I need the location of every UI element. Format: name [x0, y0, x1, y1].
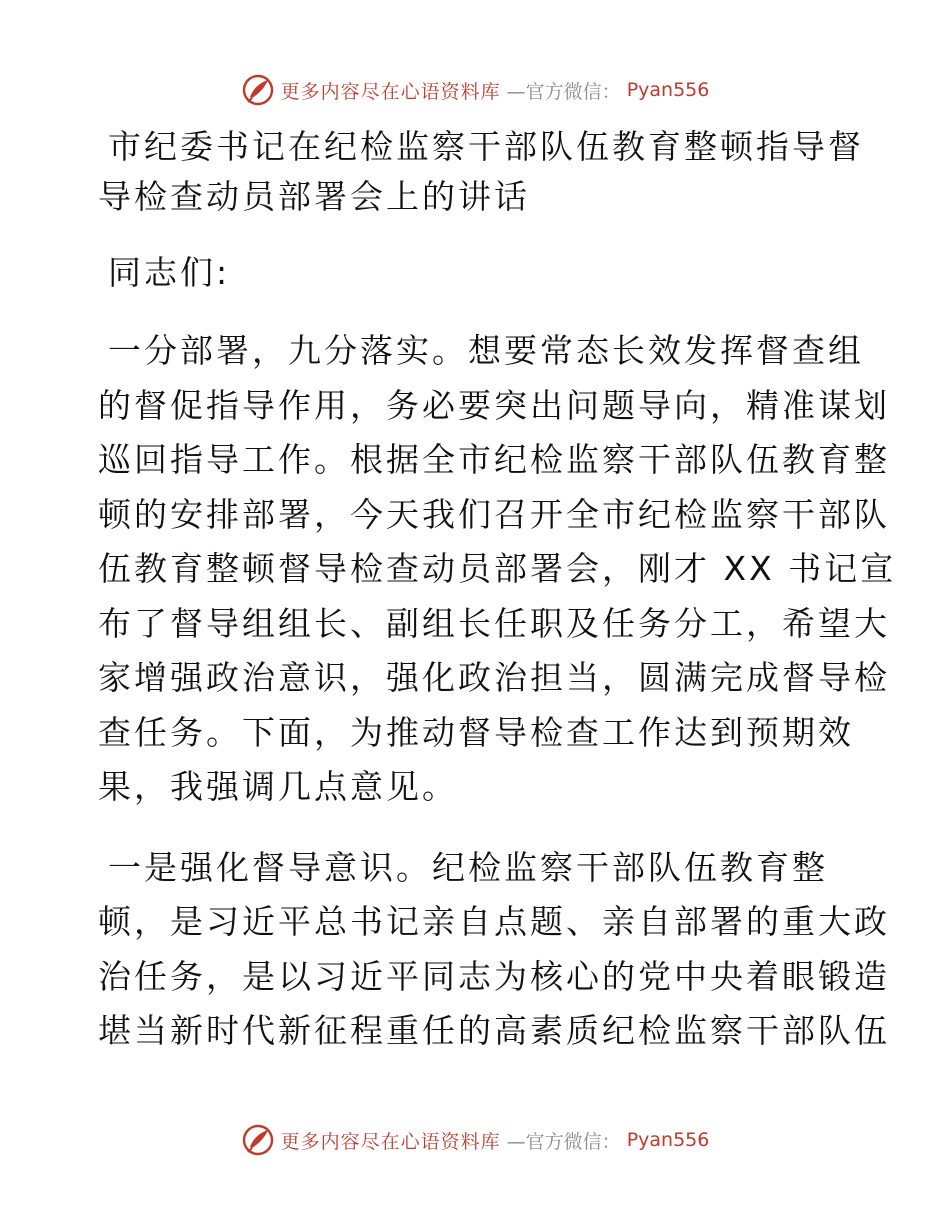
title-line-1: 市纪委书记在纪检监察干部队伍教育整顿指导督 — [108, 127, 864, 166]
paragraph-line: 治任务，是以习近平同志为核心的党中央着眼锻造 — [98, 956, 890, 996]
quill-heart-logo-icon — [241, 1123, 275, 1157]
paragraph-line: 家增强政治意识，强化政治担当，圆满完成督导检 — [98, 658, 890, 697]
paragraph-line: 伍教育整顿督导检查动员部署会，刚才 XX 书记宣 — [98, 549, 897, 588]
greeting: 同志们: — [108, 253, 231, 292]
banner-brand-text: 更多内容尽在心语资料库 — [280, 80, 501, 103]
paragraph-line: 顿的安排部署，今天我们召开全市纪检监察干部队 — [98, 494, 890, 534]
banner-wechat-id: Pyan556 — [626, 79, 710, 101]
quill-heart-logo-icon — [241, 73, 275, 107]
paragraph-2 — [98, 841, 890, 1059]
paragraph-line: 果，我强调几点意见。 — [98, 767, 458, 806]
banner-wechat-label: —官方微信： — [506, 80, 621, 103]
banner-wechat-label: —官方微信： — [506, 1130, 621, 1153]
paragraph-line: 一分部署，九分落实。想要常态长效发挥督查组 — [108, 331, 864, 370]
paragraph-line: 巡回指导工作。根据全市纪检监察干部队伍教育整 — [98, 440, 890, 479]
paragraph-line: 的督促指导作用，务必要突出问题导向，精准谋划 — [98, 385, 890, 425]
banner-brand-text: 更多内容尽在心语资料库 — [280, 1130, 501, 1153]
paragraph-line: 顿，是习近平总书记亲自点题、亲自部署的重大政 — [98, 902, 890, 941]
paragraph-line: 堪当新时代新征程重任的高素质纪检监察干部队伍 — [98, 1011, 890, 1050]
paragraph-line: 查任务。下面，为推动督导检查工作达到预期效 — [98, 712, 854, 752]
title-line-2: 导检查动员部署会上的讲话 — [98, 177, 530, 216]
document-body — [98, 122, 897, 1059]
banner-wechat-id: Pyan556 — [626, 1129, 710, 1151]
footer-watermark-banner — [0, 1120, 950, 1160]
paragraph-line: 一是强化督导意识。纪检监察干部队伍教育整 — [108, 847, 828, 887]
paragraph-line: 布了督导组组长、副组长任职及任务分工，希望大 — [98, 603, 890, 643]
document-title — [98, 122, 864, 222]
header-watermark-banner — [0, 70, 950, 110]
paragraph-1 — [98, 324, 897, 815]
